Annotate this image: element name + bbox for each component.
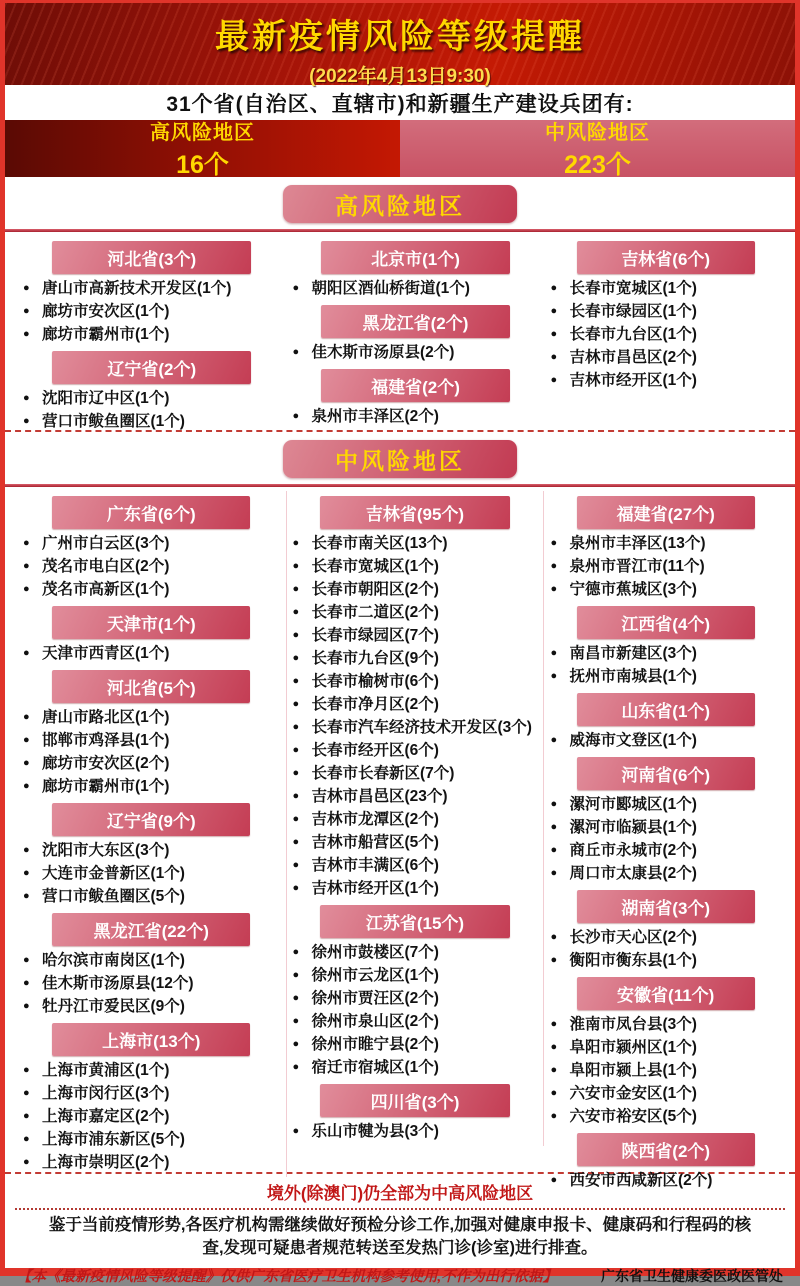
district-item: ● 漯河市临颍县(1个) xyxy=(548,816,783,839)
district-item: ● 徐州市泉山区(2个) xyxy=(291,1010,540,1033)
issuer-name: 广东省卫生健康委医政医管处 xyxy=(601,1267,783,1284)
district-item: ● 邯郸市鸡泽县(1个) xyxy=(21,729,282,752)
province-banner: 上海市(13个) xyxy=(52,1023,250,1056)
province-banner: 河南省(6个) xyxy=(577,757,755,790)
district-item: ● 廊坊市霸州市(1个) xyxy=(21,323,283,346)
province-banner: 江西省(4个) xyxy=(577,606,755,639)
district-item: ● 泉州市晋江市(11个) xyxy=(548,555,783,578)
medium-section-column-3 xyxy=(544,491,787,1195)
district-list xyxy=(548,793,783,885)
district-item: ● 上海市黄浦区(1个) xyxy=(21,1059,282,1082)
district-item: ● 上海市闵行区(3个) xyxy=(21,1082,282,1105)
district-list xyxy=(21,532,282,601)
district-list xyxy=(21,949,282,1018)
district-list xyxy=(21,1059,282,1174)
disclaimer-text: 【本《最新疫情风险等级提醒》仅供广东省医疗卫生机构参考使用,不作为出行依据】 xyxy=(17,1269,558,1285)
high-section-column-1 xyxy=(17,236,287,436)
province-banner: 湖南省(3个) xyxy=(577,890,755,923)
district-item: ● 吉林市昌邑区(2个) xyxy=(548,346,783,369)
province-banner: 广东省(6个) xyxy=(52,496,250,529)
high-risk-summary xyxy=(5,120,400,177)
district-list xyxy=(21,839,282,908)
district-item: ● 宿迁市宿城区(1个) xyxy=(291,1056,540,1079)
district-list xyxy=(291,341,541,364)
high-risk-columns xyxy=(5,232,795,430)
district-item: ● 乐山市犍为县(3个) xyxy=(291,1120,540,1143)
poster-date: (2022年4月13日9:30) xyxy=(309,66,491,87)
province-banner: 福建省(27个) xyxy=(577,496,755,529)
high-risk-label: 高风险地区 xyxy=(150,122,255,144)
district-list xyxy=(21,277,283,346)
district-item: ● 长春市绿园区(1个) xyxy=(548,300,783,323)
poster-title: 最新疫情风险等级提醒 xyxy=(215,18,585,56)
district-list xyxy=(291,277,541,300)
district-item: ● 宁德市蕉城区(3个) xyxy=(548,578,783,601)
province-banner: 河北省(3个) xyxy=(52,241,251,274)
province-banner: 黑龙江省(2个) xyxy=(321,305,511,338)
district-list xyxy=(548,532,783,601)
district-item: ● 吉林市昌邑区(23个) xyxy=(291,785,540,808)
district-item: ● 长春市长春新区(7个) xyxy=(291,762,540,785)
district-item: ● 上海市崇明区(2个) xyxy=(21,1151,282,1174)
district-item: ● 佳木斯市汤原县(2个) xyxy=(291,341,541,364)
district-item: ● 威海市文登区(1个) xyxy=(548,729,783,752)
district-list xyxy=(291,405,541,428)
province-banner: 辽宁省(9个) xyxy=(52,803,250,836)
province-banner: 黑龙江省(22个) xyxy=(52,913,250,946)
province-banner: 北京市(1个) xyxy=(321,241,511,274)
district-item: ● 六安市裕安区(5个) xyxy=(548,1105,783,1128)
district-item: ● 朝阳区酒仙桥街道(1个) xyxy=(291,277,541,300)
district-item: ● 长春市经开区(6个) xyxy=(291,739,540,762)
district-item: ● 唐山市路北区(1个) xyxy=(21,706,282,729)
district-list xyxy=(548,277,783,392)
district-item: ● 茂名市电白区(2个) xyxy=(21,555,282,578)
district-item: ● 营口市鲅鱼圈区(1个) xyxy=(21,410,283,433)
district-item: ● 徐州市睢宁县(2个) xyxy=(291,1033,540,1056)
medium-section-column-2 xyxy=(287,491,545,1146)
district-item: ● 沈阳市大东区(3个) xyxy=(21,839,282,862)
district-item: ● 阜阳市颍上县(1个) xyxy=(548,1059,783,1082)
district-item: ● 大连市金普新区(1个) xyxy=(21,862,282,885)
advisory-text: 鉴于当前疫情形势,各医疗机构需继续做好预检分诊工作,加强对健康申报卡、健康码和行程码的核查,发现可疑患者规范转送至发热门诊(诊室)进行排查。 xyxy=(48,1216,752,1257)
district-list xyxy=(21,642,282,665)
district-item: ● 长春市九台区(1个) xyxy=(548,323,783,346)
medium-risk-label: 中风险地区 xyxy=(545,122,650,144)
district-item: ● 广州市白云区(3个) xyxy=(21,532,282,555)
district-item: ● 商丘市永城市(2个) xyxy=(548,839,783,862)
district-item: ● 徐州市贾汪区(2个) xyxy=(291,987,540,1010)
district-list xyxy=(21,706,282,798)
medium-risk-section xyxy=(5,440,795,1189)
district-item: ● 淮南市凤台县(3个) xyxy=(548,1013,783,1036)
district-list xyxy=(548,926,783,972)
district-item: ● 上海市浦东新区(5个) xyxy=(21,1128,282,1151)
province-banner: 江苏省(15个) xyxy=(320,905,509,938)
district-list xyxy=(548,1013,783,1128)
district-item: ● 上海市嘉定区(2个) xyxy=(21,1105,282,1128)
district-item: ● 泉州市丰泽区(2个) xyxy=(291,405,541,428)
district-item: ● 吉林市船营区(5个) xyxy=(291,831,540,854)
district-item: ● 阜阳市颍州区(1个) xyxy=(548,1036,783,1059)
district-item: ● 牡丹江市爱民区(9个) xyxy=(21,995,282,1018)
district-item: ● 长春市朝阳区(2个) xyxy=(291,578,540,601)
province-banner: 山东省(1个) xyxy=(577,693,755,726)
district-list xyxy=(548,729,783,752)
district-list xyxy=(548,1169,783,1192)
district-item: ● 哈尔滨市南岗区(1个) xyxy=(21,949,282,972)
district-item: ● 长春市绿园区(7个) xyxy=(291,624,540,647)
high-section-column-3 xyxy=(544,236,787,395)
district-item: ● 廊坊市霸州市(1个) xyxy=(21,775,282,798)
province-banner: 河北省(5个) xyxy=(52,670,250,703)
district-item: ● 唐山市高新技术开发区(1个) xyxy=(21,277,283,300)
district-item: ● 长春市南关区(13个) xyxy=(291,532,540,555)
province-banner: 陕西省(2个) xyxy=(577,1133,755,1166)
district-item: ● 长沙市天心区(2个) xyxy=(548,926,783,949)
district-list xyxy=(291,1120,540,1143)
province-banner: 安徽省(11个) xyxy=(577,977,755,1010)
district-item: ● 长春市二道区(2个) xyxy=(291,601,540,624)
medium-section-column-1 xyxy=(17,491,287,1177)
district-item: ● 长春市九台区(9个) xyxy=(291,647,540,670)
footer-bottom-row xyxy=(15,1262,785,1286)
district-list xyxy=(291,941,540,1079)
province-banner: 吉林省(95个) xyxy=(320,496,509,529)
district-item: ● 吉林市丰满区(6个) xyxy=(291,854,540,877)
district-item: ● 西安市西咸新区(2个) xyxy=(548,1169,783,1192)
high-section-column-2 xyxy=(287,236,545,431)
district-item: ● 长春市宽城区(1个) xyxy=(548,277,783,300)
risk-summary-row xyxy=(5,120,795,177)
medium-risk-summary xyxy=(400,120,795,177)
district-item: ● 抚州市南城县(1个) xyxy=(548,665,783,688)
high-risk-section xyxy=(5,185,795,430)
district-item: ● 天津市西青区(1个) xyxy=(21,642,282,665)
district-item: ● 长春市宽城区(1个) xyxy=(291,555,540,578)
district-item: ● 南昌市新建区(3个) xyxy=(548,642,783,665)
high-risk-count: 16个 xyxy=(176,151,229,179)
district-item: ● 吉林市龙潭区(2个) xyxy=(291,808,540,831)
district-item: ● 长春市净月区(2个) xyxy=(291,693,540,716)
overseas-note: 境外(除澳门)仍全部为中高风险地区 xyxy=(266,1184,534,1203)
district-item: ● 长春市汽车经济技术开发区(3个) xyxy=(291,716,540,739)
district-item: ● 徐州市鼓楼区(7个) xyxy=(291,941,540,964)
district-item: ● 佳木斯市汤原县(12个) xyxy=(21,972,282,995)
district-item: ● 营口市鲅鱼圈区(5个) xyxy=(21,885,282,908)
district-item: ● 吉林市经开区(1个) xyxy=(291,877,540,900)
poster-subtitle: 31个省(自治区、直辖市)和新疆生产建设兵团有: xyxy=(5,85,795,120)
district-item: ● 吉林市经开区(1个) xyxy=(548,369,783,392)
district-item: ● 沈阳市辽中区(1个) xyxy=(21,387,283,410)
district-item: ● 漯河市郾城区(1个) xyxy=(548,793,783,816)
province-banner: 天津市(1个) xyxy=(52,606,250,639)
header-banner xyxy=(5,3,795,85)
district-item: ● 长春市榆树市(6个) xyxy=(291,670,540,693)
medium-risk-section-title: 中风险地区 xyxy=(283,440,517,478)
district-item: ● 茂名市高新区(1个) xyxy=(21,578,282,601)
district-item: ● 廊坊市安次区(1个) xyxy=(21,300,283,323)
district-item: ● 周口市太康县(2个) xyxy=(548,862,783,885)
district-item: ● 衡阳市衡东县(1个) xyxy=(548,949,783,972)
district-list xyxy=(291,532,540,900)
province-banner: 四川省(3个) xyxy=(320,1084,509,1117)
medium-risk-columns xyxy=(5,487,795,1189)
high-risk-section-title: 高风险地区 xyxy=(283,185,517,223)
province-banner: 福建省(2个) xyxy=(321,369,511,402)
district-item: ● 徐州市云龙区(1个) xyxy=(291,964,540,987)
province-banner: 吉林省(6个) xyxy=(577,241,755,274)
district-list xyxy=(21,387,283,433)
district-item: ● 廊坊市安次区(2个) xyxy=(21,752,282,775)
province-banner: 辽宁省(2个) xyxy=(52,351,251,384)
district-item: ● 六安市金安区(1个) xyxy=(548,1082,783,1105)
medium-risk-count: 223个 xyxy=(564,151,631,179)
district-item: ● 泉州市丰泽区(13个) xyxy=(548,532,783,555)
district-list xyxy=(548,642,783,688)
